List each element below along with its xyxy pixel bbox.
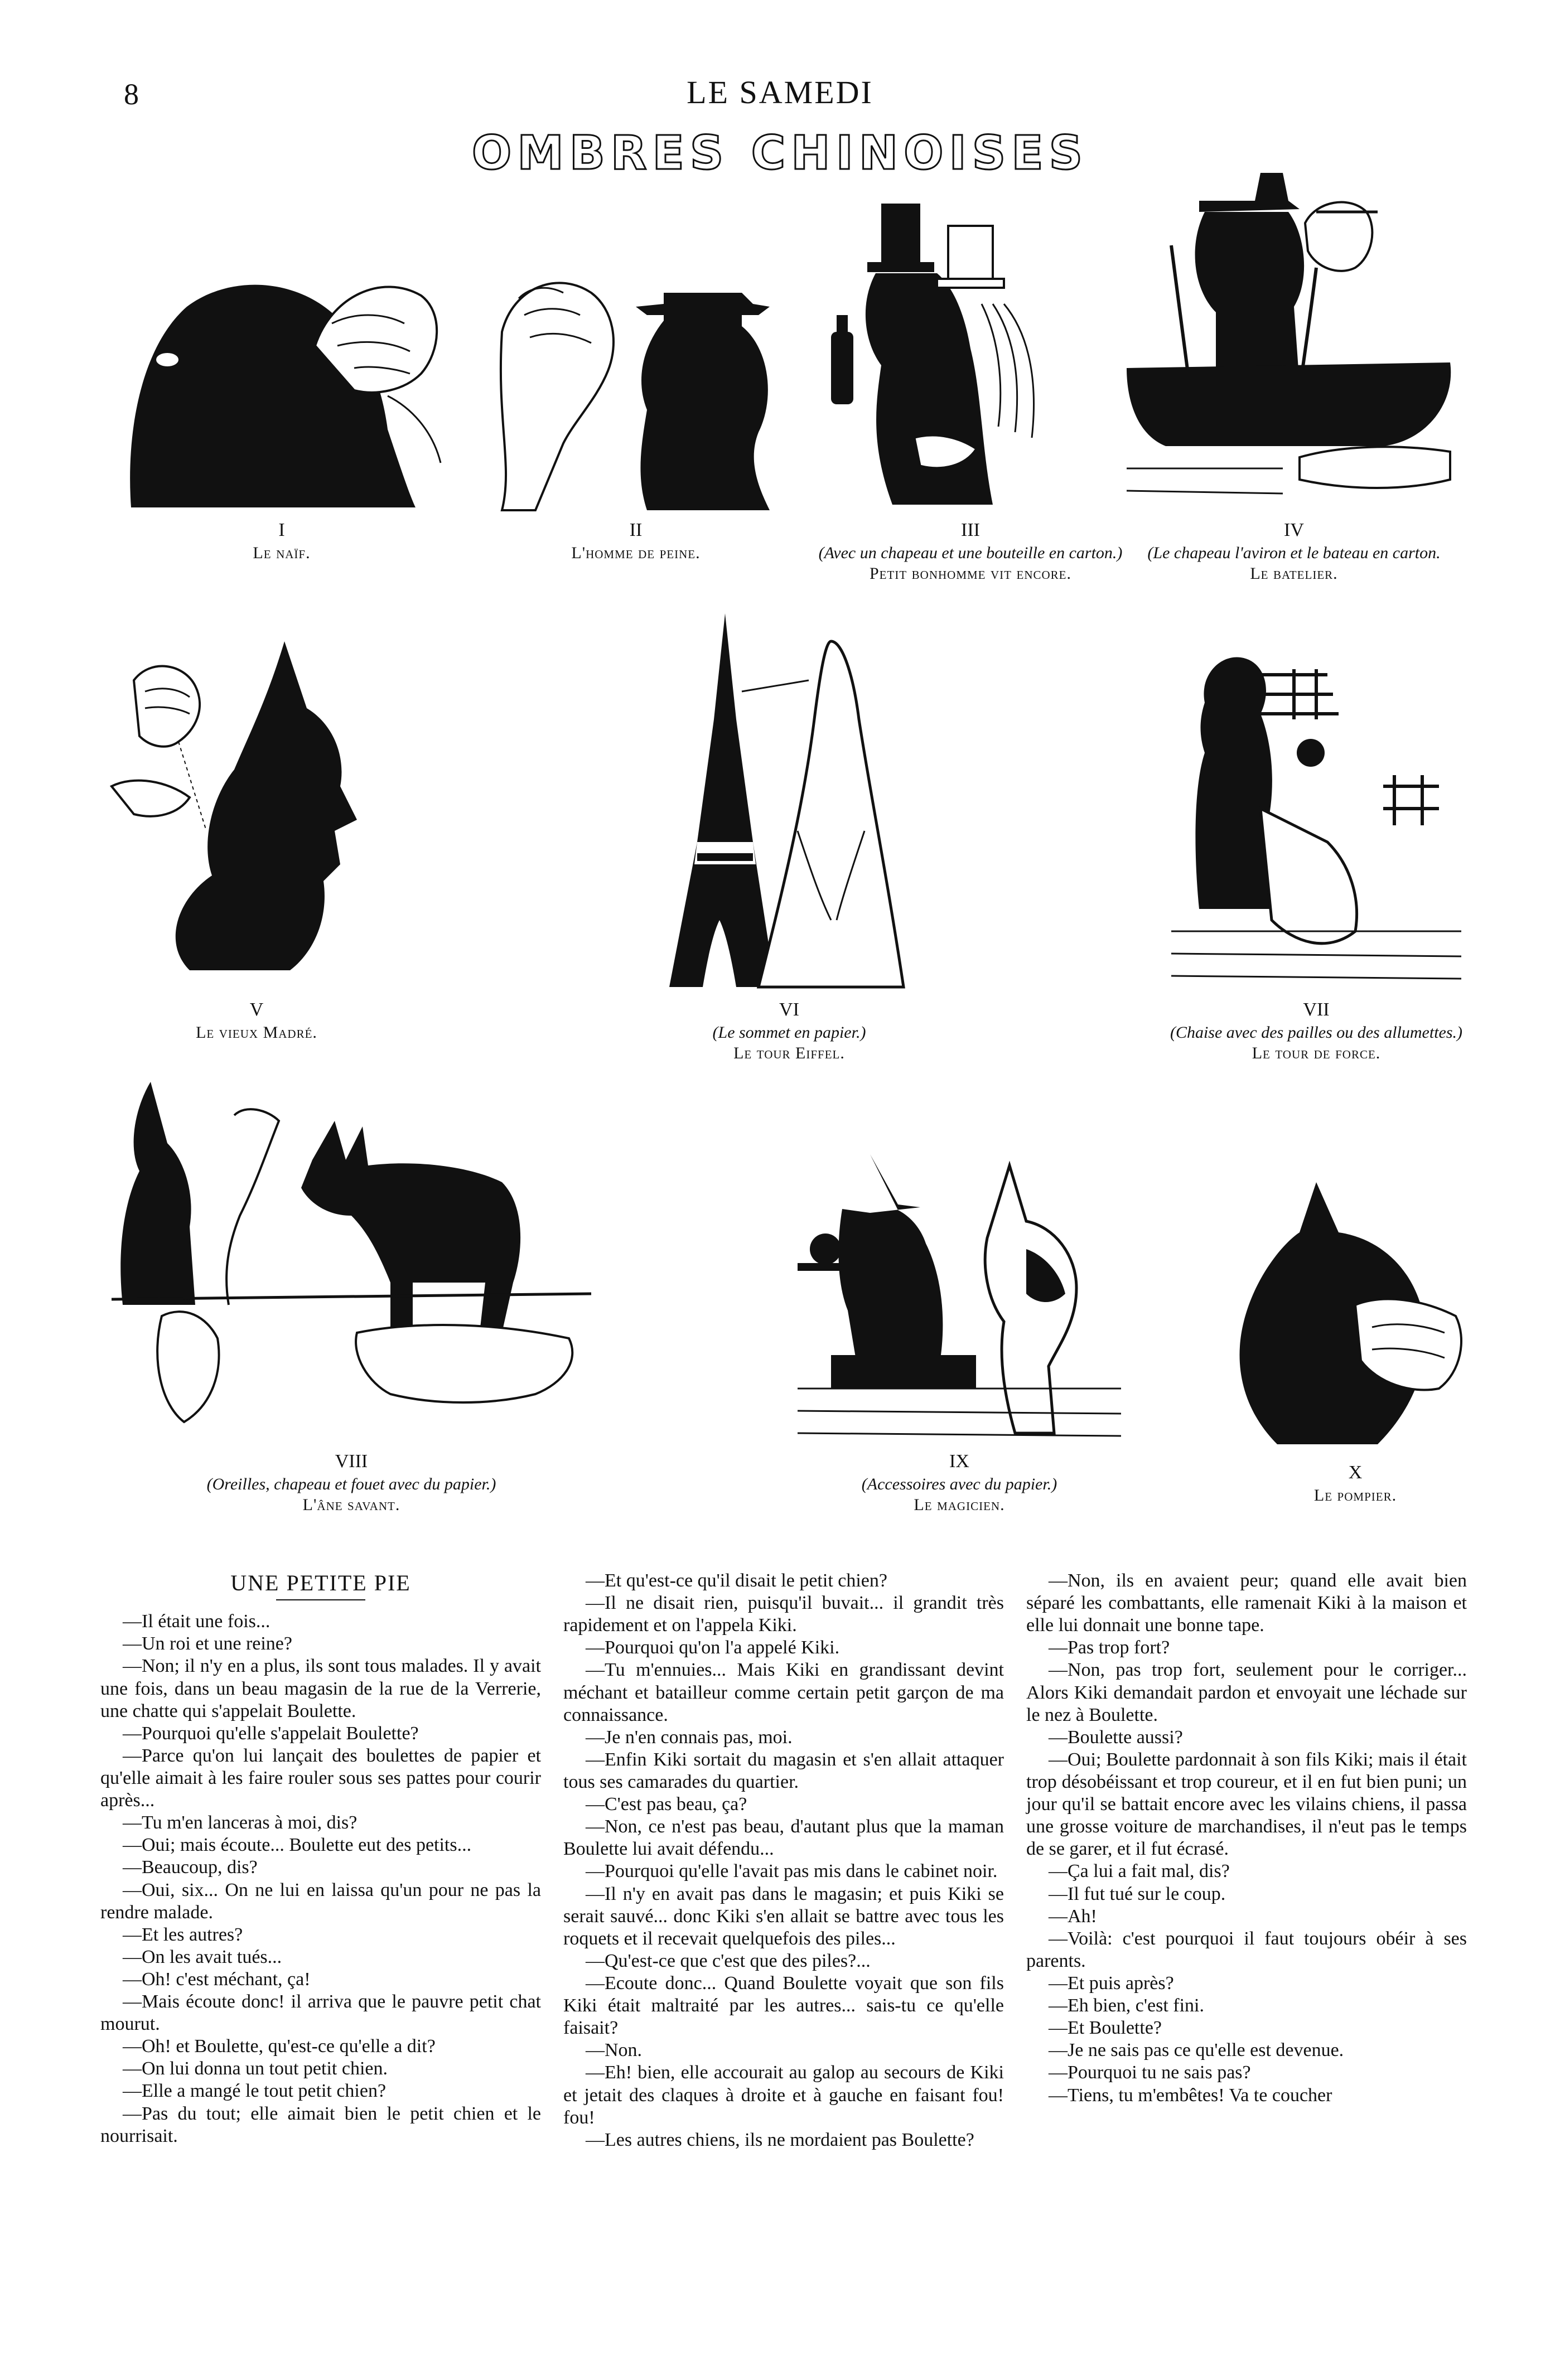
story-paragraph: —Non, ce n'est pas beau, d'autant plus que la maman Boulette lui avait défendu... — [563, 1816, 1004, 1860]
figure-5-caption: V Le vieux Madré. — [196, 999, 317, 1042]
story-paragraph: —Tu m'en lanceras à moi, dis? — [123, 1812, 358, 1834]
story-paragraph: —Enfin Kiki sortait du magasin et s'en allait attaquer tous ses camarades du quartier. — [563, 1749, 1004, 1792]
story-column-3 — [1026, 1570, 1467, 2107]
story-paragraph: —Pourquoi qu'elle l'avait pas mis dans le cabinet noir. — [586, 1861, 998, 1882]
story-paragraph: —Oh! c'est méchant, ça! — [123, 1968, 311, 1990]
figure-9-caption: IX (Accessoires avec du papier.) Le magicien. — [861, 1451, 1057, 1514]
story-paragraph: —Beaucoup, dis? — [123, 1857, 258, 1878]
story-paragraph: —Voilà: c'est pourquoi il faut toujours obéir à ses parents. — [1026, 1928, 1467, 1971]
story-paragraph: —Non, ils en avaient peur; quand elle avait bien séparé les combattants, elle ramenait Kiki à la maison et elle lui donnait une bonne tape. — [1026, 1570, 1467, 1636]
story-title: UNE PETITE PIE — [230, 1570, 411, 1595]
page-title: OMBRES CHINOISES — [471, 125, 1089, 180]
story-paragraph: —Pas trop fort? — [1049, 1637, 1170, 1658]
story-paragraph: —Qu'est-ce que c'est que des piles?... — [586, 1950, 871, 1971]
story-paragraph: —Ecoute donc... Quand Boulette voyait que son fils Kiki était maltraité par les autres... sais-tu ce qu'elle faisait? — [563, 1972, 1004, 2039]
story-paragraph: —Pourquoi qu'on l'a appelé Kiki. — [586, 1637, 840, 1658]
story-paragraph: —Et qu'est-ce qu'il disait le petit chien? — [586, 1570, 887, 1591]
title-rule — [276, 1599, 365, 1600]
story-paragraph: —Tiens, tu m'embêtes! Va te coucher — [1049, 2084, 1332, 2106]
story-paragraph: —Pourquoi qu'elle s'appelait Boulette? — [123, 1723, 419, 1744]
story-paragraph: —Et puis après? — [1049, 1972, 1174, 1994]
story-paragraph: —Il n'y en avait pas dans le magasin; et puis Kiki se serait sauvé... donc Kiki s'en allait se battre avec tous les roquets et il recevait quelquefois des piles... — [563, 1883, 1004, 1949]
figure-10-illustration — [1233, 1171, 1478, 1450]
story-paragraph: —Eh! bien, elle accourait au galop au secours de Kiki et jetait des claques à droite et à gauche en faisant fou! fou! — [563, 2062, 1004, 2128]
figure-10-caption: X Le pompier. — [1313, 1462, 1397, 1505]
story-paragraph: —On les avait tués... — [123, 1946, 282, 1967]
figure-3-caption: III (Avec un chapeau et une bouteille en carton.) Petit bonhomme vit encore. — [818, 520, 1123, 583]
figure-8-caption: VIII (Oreilles, chapeau et fouet avec du papier.) L'âne savant. — [206, 1451, 496, 1514]
figure-8-illustration — [100, 1071, 602, 1428]
story-paragraph: —Eh bien, c'est fini. — [1049, 1995, 1205, 2016]
figure-2-illustration — [480, 254, 792, 516]
story-paragraph: —Non, pas trop fort, seulement pour le corriger... Alors Kiki demandait pardon et envoyait une léchade sur le nez à Boulette. — [1026, 1660, 1467, 1725]
story-paragraph: —Ah! — [1049, 1905, 1097, 1927]
figure-6-caption: VI (Le sommet en papier.) Le tour Eiffel. — [712, 999, 866, 1062]
story-paragraph: —Boulette aussi? — [1049, 1726, 1183, 1748]
story-paragraph: —Et Boulette? — [1049, 2018, 1162, 2039]
story-paragraph: —Oh! et Boulette, qu'est-ce qu'elle a dit? — [123, 2036, 436, 2057]
story-paragraph: —Il fut tué sur le coup. — [1049, 1883, 1226, 1904]
story-paragraph: —Je n'en connais pas, moi. — [586, 1726, 793, 1748]
story-paragraph: —Et les autres? — [123, 1924, 243, 1945]
story-paragraph: —Elle a mangé le tout petit chien? — [123, 2081, 387, 2102]
figure-4-illustration — [1115, 156, 1467, 519]
figure-2-caption: II L'homme de peine. — [571, 520, 701, 562]
page-number: 8 — [124, 78, 139, 111]
story-column-2 — [563, 1570, 1004, 2151]
story-paragraph: —Mais écoute donc! il arriva que le pauvre petit chat mourut. — [100, 1991, 541, 2035]
figure-3-illustration — [814, 192, 1127, 510]
story-paragraph: —Pourquoi tu ne sais pas? — [1049, 2062, 1251, 2083]
story-paragraph: —Les autres chiens, ils ne mordaient pas Boulette? — [586, 2129, 974, 2150]
figure-6-illustration — [664, 608, 915, 993]
story-paragraph: —Un roi et une reine? — [123, 1633, 292, 1655]
figure-7-illustration — [1160, 641, 1472, 998]
story-paragraph: —Oui; mais écoute... Boulette eut des petits... — [123, 1835, 472, 1856]
story-column-1 — [100, 1570, 541, 2147]
figure-4-caption: IV (Le chapeau l'aviron et le bateau en carton. Le batelier. — [1147, 520, 1441, 583]
story-paragraph: —Tu m'ennuies... Mais Kiki en grandissant devint méchant et batailleur comme certain petit garçon de ma connaissance. — [563, 1660, 1004, 1725]
story-paragraph: —Non. — [586, 2040, 643, 2061]
story-paragraph: —Non; il n'y en a plus, ils sont tous malades. Il y avait une fois, dans un beau magasin de la rue de la Verrerie, une chatte qui s'appelait Boulette. — [100, 1656, 541, 1721]
story-paragraph: —Il était une fois... — [123, 1611, 271, 1632]
newspaper-header: LE SAMEDI — [687, 74, 873, 110]
figure-5-illustration — [100, 630, 413, 976]
story-paragraph: —On lui donna un tout petit chien. — [123, 2058, 388, 2079]
story-paragraph: —Pas du tout; elle aimait bien le petit chien et le nourrisait. — [100, 2103, 541, 2146]
story-paragraph: —Je ne sais pas ce qu'elle est devenue. — [1049, 2040, 1344, 2061]
story-paragraph: —Ça lui a fait mal, dis? — [1049, 1861, 1230, 1882]
story-paragraph: —Oui, six... On ne lui en laissa qu'un pour ne pas la rendre malade. — [100, 1879, 541, 1923]
story-paragraph: —Parce qu'on lui lançait des boulettes de papier et qu'elle aimait à les faire rouler sous ses pattes pour courir après... — [100, 1745, 541, 1811]
figure-1-caption: I Le naïf. — [253, 520, 311, 562]
story-paragraph: —Oui; Boulette pardonnait à son fils Kiki; mais il était trop désobéissant et trop coureur, et il en fut bien puni; un jour qu'il se battait encore avec les vilains chiens, il passa une grosse voiture de marchandises, il n'eut pas le temps de se garer, et il fut écrasé. — [1026, 1749, 1467, 1860]
story-paragraph: —C'est pas beau, ça? — [586, 1794, 747, 1815]
figure-1-illustration — [120, 262, 443, 513]
figure-9-illustration — [786, 1143, 1132, 1455]
story-paragraph: —Il ne disait rien, puisqu'il buvait... il grandit très rapidement et on l'appela Kiki. — [563, 1593, 1004, 1636]
figure-7-caption: VII (Chaise avec des pailles ou des allumettes.) Le tour de force. — [1170, 999, 1463, 1062]
